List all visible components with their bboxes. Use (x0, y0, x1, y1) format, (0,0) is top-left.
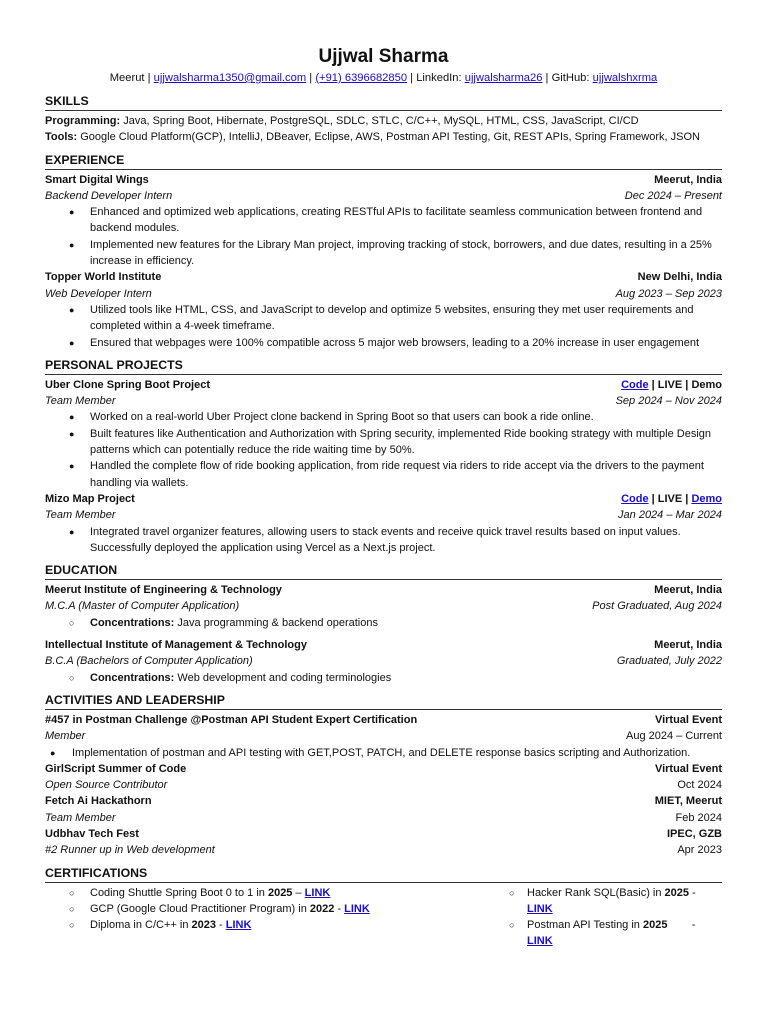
entry-row (45, 286, 722, 302)
entry-row (45, 728, 722, 744)
certification-link[interactable]: LINK (344, 902, 370, 915)
separator: | (542, 72, 552, 84)
certification-sep: - (334, 902, 345, 915)
certification-link[interactable]: LINK (527, 935, 553, 948)
location: Meerut, India (654, 639, 722, 652)
bullet-list (45, 204, 722, 269)
section-heading: CERTIFICATIONS (45, 866, 722, 883)
bullet-item: ● Ensured that webpages were 100% compatible across 5 major web browsers, leading to a 20% increase in user engagement (45, 335, 722, 351)
certification-sep: - (215, 919, 226, 932)
github-label: GitHub: (551, 72, 590, 84)
degree: M.C.A (Master of Computer Application) (45, 600, 240, 613)
certification-text: Postman API Testing in (527, 919, 643, 932)
concentration-label: Concentrations: (90, 616, 175, 629)
certification-sep: - (667, 919, 696, 932)
skill-label: Tools: (45, 131, 78, 144)
location: New Delhi, India (637, 271, 722, 284)
entry-row (45, 172, 722, 188)
degree: B.C.A (Bachelors of Computer Application) (45, 655, 253, 668)
project-links: Code | LIVE | Demo (621, 492, 722, 505)
location: Meerut, India (654, 173, 722, 186)
activity-role: #2 Runner up in Web development (45, 844, 215, 857)
candidate-name: Ujjwal Sharma (318, 46, 449, 67)
section-heading: PERSONAL PROJECTS (45, 358, 722, 375)
entry-row (45, 793, 722, 809)
certifications-column (45, 885, 507, 950)
activity-name: Fetch Ai Hackathorn (45, 795, 152, 808)
separator: | (144, 72, 154, 84)
resume-page (45, 44, 722, 950)
bullet-list (45, 409, 722, 490)
certification-year: 2025 (642, 919, 668, 932)
entry-row (45, 810, 722, 826)
section-heading: SKILLS (45, 94, 722, 111)
bullet-item: ● Integrated travel organizer features, allowing users to stack events and receive quick travel results based on input values. Successfully deployed the application using Vercel as a Next.js project. (45, 524, 722, 557)
dates: Jan 2024 – Mar 2024 (618, 509, 722, 522)
github-link[interactable]: ujjwalshxrma (592, 72, 658, 84)
skill-line (45, 113, 722, 129)
role: Team Member (45, 395, 116, 408)
role: Web Developer Intern (45, 287, 152, 300)
project-name: Mizo Map Project (45, 492, 135, 505)
status: Graduated, July 2022 (616, 655, 722, 668)
certification-year: 2025 (267, 886, 293, 899)
certification-item (507, 885, 722, 918)
entry-row (45, 637, 722, 653)
certification-sep: - (689, 886, 696, 899)
activity-place: MIET, Meerut (654, 795, 722, 808)
entry-row (45, 269, 722, 285)
section-heading: ACTIVITIES AND LEADERSHIP (45, 693, 722, 710)
certification-text: Diploma in C/C++ in (90, 919, 192, 932)
bullet-item: ● Enhanced and optimized web applications, creating RESTful APIs to facilitate seamless communication between frontend and backend modules. (45, 204, 722, 237)
activity-name: GirlScript Summer of Code (45, 762, 187, 775)
bullet-list (45, 524, 722, 557)
project-links: Code | LIVE | Demo (621, 378, 722, 391)
separator: | (306, 72, 316, 84)
certification-sep: – (292, 886, 305, 899)
project-row (45, 377, 722, 393)
entry-row (45, 393, 722, 409)
location: Meerut, India (654, 584, 722, 597)
bullet-list (45, 302, 722, 351)
bullet-item: ● Handled the complete flow of ride booking application, from ride request via riders to ride accept via the drivers to the payment handling via wallets. (45, 458, 722, 491)
separator: | (407, 72, 417, 84)
concentration-value: Web development and coding terminologies (177, 671, 392, 684)
certification-item (45, 901, 507, 917)
dates: Sep 2024 – Nov 2024 (615, 395, 722, 408)
live-label[interactable]: LIVE (657, 378, 683, 391)
role: Team Member (45, 509, 116, 522)
certification-item (507, 917, 722, 950)
bullet-item: ● Implementation of postman and API testing with GET,POST, PATCH, and DELETE response basics scripting and Authorization. (45, 745, 722, 761)
certification-link[interactable]: LINK (527, 902, 553, 915)
concentration-item (45, 615, 722, 631)
role: Backend Developer Intern (45, 189, 173, 202)
activity-dates: Aug 2024 – Current (625, 730, 722, 743)
certifications-list (45, 885, 722, 950)
section-heading: EDUCATION (45, 563, 722, 580)
contact-line (45, 70, 722, 87)
bullet-item: ● Utilized tools like HTML, CSS, and JavaScript to develop and optimize 5 websites, ensuring they met user requirements and completed within a 4-week timeframe. (45, 302, 722, 335)
live-label[interactable]: LIVE (657, 492, 683, 505)
activity-role: Team Member (45, 811, 116, 824)
entry-row (45, 826, 722, 842)
activity-dates: Feb 2024 (675, 811, 722, 824)
certification-link[interactable]: LINK (304, 886, 331, 899)
phone-link[interactable]: (+91) 6396682850 (315, 72, 408, 84)
organization: Smart Digital Wings (45, 173, 149, 186)
dates: Dec 2024 – Present (624, 189, 722, 202)
activity-name: #457 in Postman Challenge @Postman API Student Expert Certification (45, 713, 418, 726)
school: Meerut Institute of Engineering & Technology (45, 584, 282, 597)
bullet-item: ● Worked on a real-world Uber Project clone backend in Spring Boot so that users can book a ride online. (45, 409, 722, 425)
entry-row (45, 761, 722, 777)
skill-value: Google Cloud Platform(GCP), IntelliJ, DBeaver, Eclipse, AWS, Postman API Testing, Git, REST APIs, Spring Framework, JSON (80, 131, 700, 144)
concentration-value: Java programming & backend operations (177, 616, 378, 629)
status: Post Graduated, Aug 2024 (592, 600, 722, 613)
certification-text: Hacker Rank SQL(Basic) in (527, 886, 665, 899)
certification-text: GCP (Google Cloud Practitioner Program) in (90, 902, 310, 915)
code-link[interactable]: Code (621, 492, 649, 505)
location: Meerut (109, 72, 145, 84)
activity-place: Virtual Event (654, 762, 722, 775)
skill-label: Programming: (45, 115, 121, 127)
demo-link[interactable]: Demo (691, 378, 722, 391)
certification-text: Coding Shuttle Spring Boot 0 to 1 in (90, 886, 268, 899)
entry-row (45, 507, 722, 523)
dates: Aug 2023 – Sep 2023 (615, 287, 722, 300)
resume-body (45, 94, 722, 950)
activity-dates: Oct 2024 (677, 779, 722, 792)
certifications-column (507, 885, 722, 950)
concentration-item (45, 670, 722, 686)
bullet-item: ● Built features like Authentication and Authorization with Spring security, implemented Ride booking strategy with multiple Design patterns which can potentially reduce the ride waiting time by 50%. (45, 426, 722, 459)
skill-value: Java, Spring Boot, Hibernate, PostgreSQL, SDLC, STLC, C/C++, MySQL, HTML, CSS, JavaScript, CI/CD (123, 115, 639, 127)
entry-row (45, 582, 722, 598)
activity-role: Member (45, 730, 86, 743)
certification-year: 2023 (191, 919, 216, 932)
code-link[interactable]: Code (621, 378, 649, 391)
demo-link[interactable]: Demo (691, 492, 722, 505)
school: Intellectual Institute of Management & Technology (45, 639, 307, 652)
bullet-list (45, 745, 722, 761)
linkedin-label: LinkedIn: (416, 72, 462, 84)
activity-place: Virtual Event (654, 713, 722, 726)
entry-row (45, 842, 722, 858)
concentration-list (45, 615, 722, 631)
section-heading: EXPERIENCE (45, 153, 722, 170)
email-link[interactable]: ujjwalsharma1350@gmail.com (153, 72, 307, 84)
entry-row (45, 188, 722, 204)
certification-year: 2025 (664, 886, 690, 899)
certification-item (45, 917, 507, 933)
linkedin-link[interactable]: ujjwalsharma26 (464, 72, 543, 84)
entry-row (45, 598, 722, 614)
certification-link[interactable]: LINK (225, 919, 252, 932)
project-row (45, 491, 722, 507)
organization: Topper World Institute (45, 271, 162, 284)
certification-year: 2022 (309, 902, 335, 915)
skill-line (45, 129, 722, 145)
activity-role: Open Source Contributor (45, 779, 168, 792)
project-name: Uber Clone Spring Boot Project (45, 378, 211, 391)
entry-row (45, 777, 722, 793)
entry-row (45, 653, 722, 669)
activity-dates: Apr 2023 (677, 844, 722, 857)
activity-place: IPEC, GZB (666, 827, 722, 840)
activity-name: Udbhav Tech Fest (45, 827, 139, 840)
concentration-list (45, 670, 722, 686)
entry-row (45, 712, 722, 728)
concentration-label: Concentrations: (90, 671, 175, 684)
bullet-item: ● Implemented new features for the Library Man project, improving tracking of stock, borrowers, and due dates, resulting in a 25% increase in efficiency. (45, 237, 722, 270)
certification-item (45, 885, 507, 901)
